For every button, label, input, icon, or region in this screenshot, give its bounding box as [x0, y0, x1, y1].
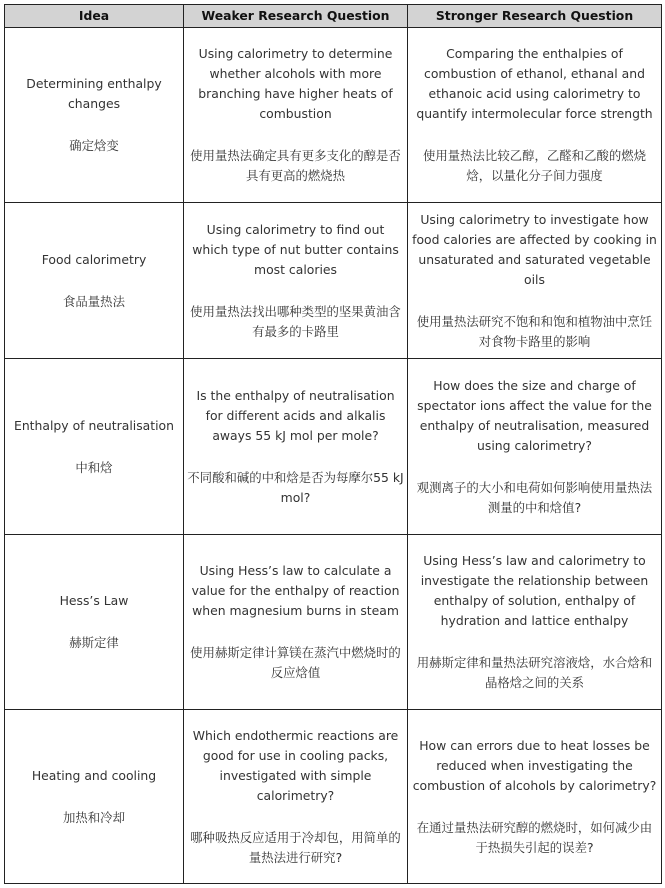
weaker-question-cell	[184, 535, 408, 710]
idea-chinese: 确定焓变	[69, 138, 119, 153]
table-row	[5, 710, 662, 884]
stronger-question-chinese: 观测离子的大小和电荷如何影响使用量热法测量的中和焓值?	[416, 479, 653, 515]
idea-english: Hess’s Law	[59, 593, 129, 608]
header-idea: Idea	[5, 5, 184, 28]
research-question-table	[4, 4, 662, 884]
header-row	[5, 5, 662, 28]
idea-chinese: 加热和冷却	[63, 809, 125, 825]
weaker-question-cell	[184, 710, 408, 884]
header-weaker-question: Weaker Research Question	[184, 5, 408, 28]
weaker-question-cell	[184, 203, 408, 359]
weaker-question-english: Which endothermic reactions are good for use in cooling packs, investigated with simple calorimetry?	[192, 727, 399, 803]
stronger-question-cell	[408, 710, 662, 884]
idea-chinese: 赫斯定律	[69, 635, 119, 650]
table-row	[5, 535, 662, 710]
idea-english: Heating and cooling	[31, 767, 157, 783]
idea-english: Determining enthalpy changes	[26, 76, 162, 111]
table-row	[5, 28, 662, 203]
idea-english: Food calorimetry	[41, 251, 147, 267]
idea-chinese: 中和焓	[75, 459, 113, 475]
idea-english: Enthalpy of neutralisation	[14, 417, 174, 433]
stronger-question-chinese: 用赫斯定律和量热法研究溶液焓，水合焓和晶格焓之间的关系	[416, 655, 653, 690]
stronger-question-cell	[408, 28, 662, 203]
idea-cell	[5, 28, 184, 203]
stronger-question-english: How can errors due to heat losses be reduced when investigating the combustion of alcohols by calorimetry?	[412, 737, 657, 793]
table-row	[5, 203, 662, 359]
weaker-question-chinese: 不同酸和碱的中和焓是否为每摩尔55 kJ mol?	[187, 469, 404, 505]
weaker-question-chinese: 使用量热法确定具有更多支化的醇是否具有更高的燃烧热	[190, 148, 401, 183]
stronger-question-english: Comparing the enthalpies of combustion of ethanol, ethanal and ethanoic acid using calorimetry to quantify intermolecular force strength	[416, 46, 653, 121]
stronger-question-english: How does the size and charge of spectator ions affect the value for the enthalpy of neutralisation, measured using calorimetry?	[417, 377, 652, 453]
weaker-question-chinese: 使用赫斯定律计算镁在蒸汽中燃烧时的反应焓值	[190, 645, 401, 680]
stronger-question-chinese: 使用量热法比较乙醇，乙醛和乙酸的燃烧焓，以量化分子间力强度	[422, 148, 647, 183]
stronger-question-cell	[408, 203, 662, 359]
stronger-question-chinese: 在通过量热法研究醇的燃烧时，如何减少由于热损失引起的误差?	[416, 819, 653, 855]
weaker-question-cell	[184, 28, 408, 203]
weaker-question-english: Using Hess’s law to calculate a value for the enthalpy of reaction when magnesium burns in steam	[191, 563, 400, 618]
stronger-question-cell	[408, 535, 662, 710]
stronger-question-cell	[408, 359, 662, 535]
idea-cell	[5, 203, 184, 359]
weaker-question-cell	[184, 359, 408, 535]
stronger-question-english: Using calorimetry to investigate how food calories are affected by cooking in unsaturated and saturated vegetable oils	[412, 211, 657, 287]
weaker-question-english: Using calorimetry to find out which type of nut butter contains most calories	[192, 221, 399, 277]
idea-cell	[5, 535, 184, 710]
idea-cell	[5, 710, 184, 884]
weaker-question-chinese: 哪种吸热反应适用于冷却包，用简单的量热法进行研究?	[190, 829, 401, 865]
header-stronger-question: Stronger Research Question	[408, 5, 662, 28]
table-row	[5, 359, 662, 535]
weaker-question-english: Is the enthalpy of neutralisation for different acids and alkalis aways 55 kJ mol per mole?	[196, 387, 395, 443]
stronger-question-english: Using Hess’s law and calorimetry to investigate the relationship between enthalpy of solution, enthalpy of hydration and lattice enthalpy	[420, 553, 649, 628]
stronger-question-chinese: 使用量热法研究不饱和和饱和植物油中烹饪对食物卡路里的影响	[416, 313, 653, 349]
idea-cell	[5, 359, 184, 535]
weaker-question-english: Using calorimetry to determine whether alcohols with more branching have higher heats of combustion	[198, 46, 393, 121]
weaker-question-chinese: 使用量热法找出哪种类型的坚果黄油含有最多的卡路里	[190, 303, 401, 339]
idea-chinese: 食品量热法	[63, 293, 125, 309]
